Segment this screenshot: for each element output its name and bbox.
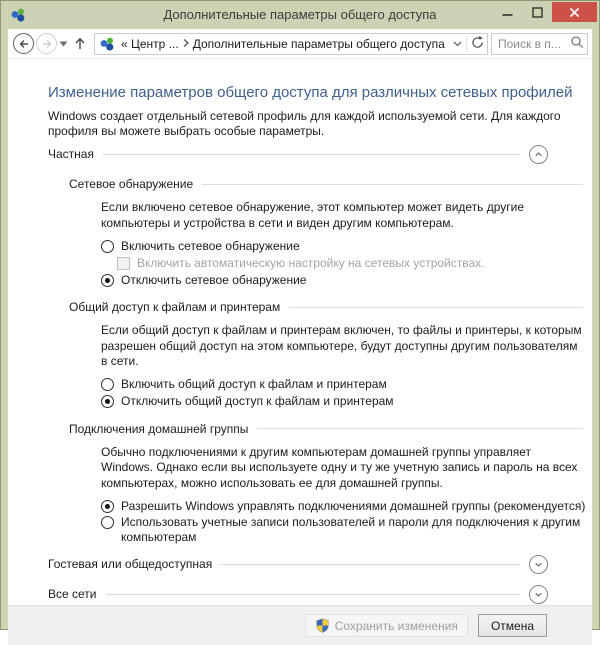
profile-label: Частная	[48, 147, 94, 161]
collapse-icon[interactable]	[529, 145, 548, 164]
page-title: Изменение параметров общего доступа для различных сетевых профилей	[48, 84, 573, 101]
cancel-button[interactable]: Отмена	[478, 614, 547, 637]
radio-disable-file-sharing[interactable]: Отключить общий доступ к файлам и принтерам	[101, 394, 592, 410]
section-title: Общий доступ к файлам и принтерам	[69, 300, 281, 314]
forward-button[interactable]	[36, 33, 57, 54]
radio-icon[interactable]	[101, 395, 114, 408]
radio-icon[interactable]	[101, 500, 114, 513]
footer	[8, 605, 592, 645]
uac-shield-icon	[315, 618, 330, 633]
profile-label: Гостевая или общедоступная	[48, 557, 213, 571]
search-box	[491, 33, 588, 55]
breadcrumb-root[interactable]: « Центр ...	[121, 36, 179, 51]
section-title: Подключения домашней группы	[69, 421, 249, 436]
navigation-bar	[8, 29, 592, 59]
checkbox-icon[interactable]	[117, 257, 130, 270]
search-input[interactable]	[498, 37, 570, 51]
radio-icon[interactable]	[101, 378, 114, 391]
radio-windows-managed-homegroup[interactable]: Разрешить Windows управлять подключениями домашней группы (рекомендуется)	[101, 498, 592, 514]
divider	[257, 428, 583, 429]
section-description: Обычно подключениями к другим компьютерам домашней группы управляет Windows. Однако если вы используете одну и ту же учетную запись и пароль на всех компьютерах, можно использовать ее для домашней группы.	[101, 444, 578, 490]
checkbox-auto-setup-devices[interactable]: Включить автоматическую настройку на сетевых устройствах.	[117, 255, 592, 271]
breadcrumb-current[interactable]: Дополнительные параметры общего доступа	[192, 36, 445, 51]
address-bar[interactable]	[94, 33, 488, 55]
section-title: Сетевое обнаружение	[69, 177, 194, 191]
divider	[103, 154, 520, 155]
save-changes-button[interactable]: Сохранить изменения	[305, 614, 468, 637]
expand-icon[interactable]	[529, 555, 548, 574]
network-sharing-icon	[99, 36, 115, 52]
back-button[interactable]	[13, 33, 34, 54]
radio-disable-network-discovery[interactable]: Отключить сетевое обнаружение	[101, 272, 592, 288]
expand-icon[interactable]	[529, 585, 548, 604]
divider	[289, 307, 583, 308]
minimize-button[interactable]	[492, 2, 522, 22]
breadcrumb-separator-icon[interactable]	[182, 37, 190, 51]
refresh-icon[interactable]	[470, 35, 485, 53]
section-file-printer-sharing	[69, 300, 592, 410]
radio-icon[interactable]	[101, 516, 114, 529]
network-sharing-icon	[10, 7, 26, 23]
section-homegroup-connections	[69, 422, 592, 546]
profile-label: Все сети	[48, 587, 97, 601]
window-title: Дополнительные параметры общего доступа	[163, 7, 437, 22]
maximize-button[interactable]	[522, 2, 552, 22]
profile-header-private[interactable]	[48, 143, 592, 165]
titlebar[interactable]	[1, 1, 599, 29]
divider	[221, 564, 520, 565]
section-description: Если включено сетевое обнаружение, этот компьютер может видеть другие компьютеры и устройства в сети и виден другим компьютерам.	[101, 200, 525, 230]
close-button[interactable]	[552, 2, 597, 22]
settings-page	[8, 59, 592, 605]
section-description: Если общий доступ к файлам и принтерам включен, то файлы и принтеры, к которым разрешен общий доступ на этом компьютере, будут доступны другим пользователям в сети.	[101, 323, 582, 368]
radio-user-accounts-homegroup[interactable]: Использовать учетные записи пользователей и пароли для подключения к другим компьютерам	[101, 515, 592, 545]
divider	[202, 184, 583, 185]
up-button[interactable]	[70, 33, 90, 54]
radio-enable-file-sharing[interactable]: Включить общий доступ к файлам и принтерам	[101, 377, 592, 393]
divider	[106, 594, 521, 595]
page-description: Windows создает отдельный сетевой профиль для каждой используемой сети. Для каждого профиля вы можете выбрать особые параметры.	[48, 109, 561, 138]
radio-icon[interactable]	[101, 274, 114, 287]
radio-icon[interactable]	[101, 240, 114, 253]
address-bar-divider	[466, 36, 467, 52]
address-dropdown-icon[interactable]	[452, 37, 463, 51]
profile-header-guest[interactable]	[48, 553, 592, 575]
profile-header-all-networks[interactable]	[48, 583, 592, 605]
section-network-discovery	[69, 177, 592, 288]
recent-pages-dropdown-icon[interactable]	[57, 33, 70, 54]
search-icon[interactable]	[570, 35, 584, 52]
radio-enable-network-discovery[interactable]: Включить сетевое обнаружение	[101, 238, 592, 254]
